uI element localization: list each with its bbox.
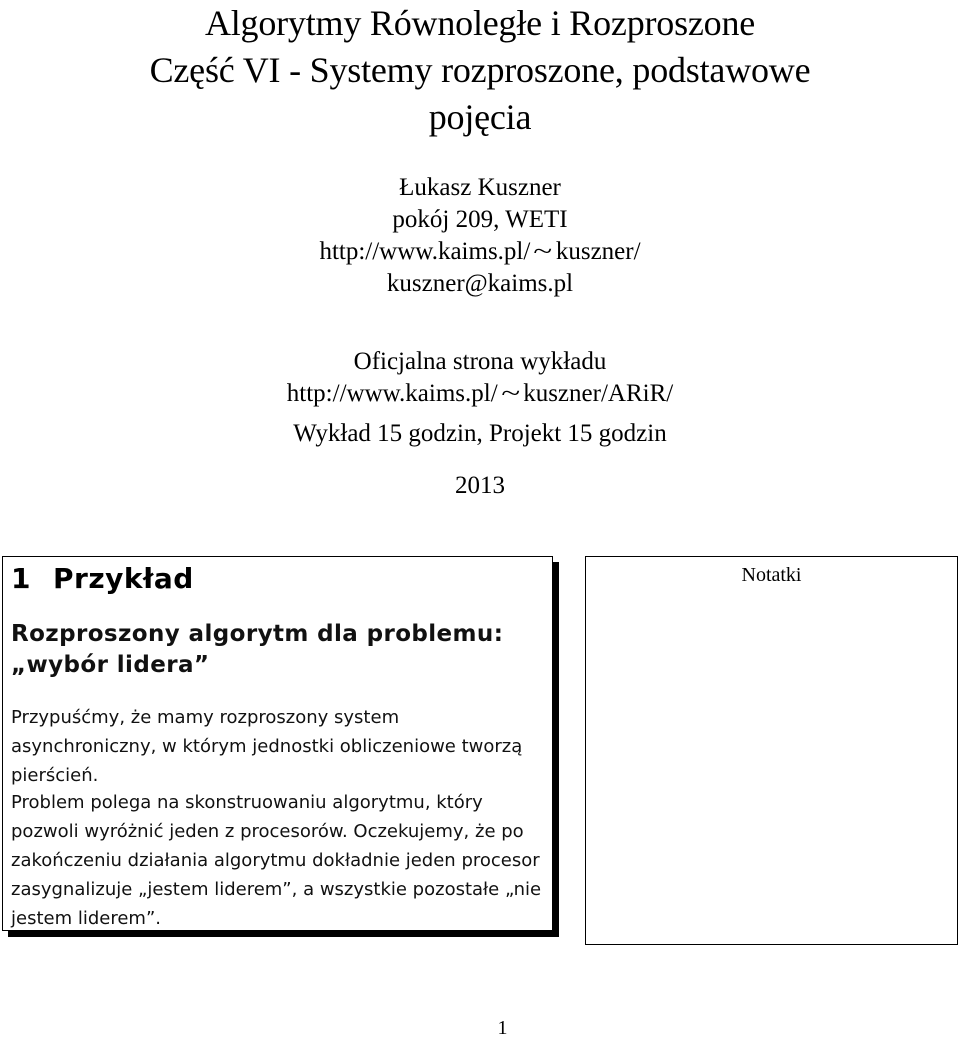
- subheading-line-2: „wybór lidera”: [11, 652, 210, 678]
- slide-subheading: [11, 619, 541, 681]
- author-name: Łukasz Kuszner: [399, 174, 561, 201]
- section-heading: [11, 557, 194, 601]
- page-number: 1: [497, 1017, 508, 1039]
- author-room: pokój 209, WETI: [392, 206, 568, 233]
- title-line-1: Algorytmy Równoległe i Rozproszone: [204, 3, 756, 43]
- title-line-2: Część VI - Systemy rozproszone, podstawowe: [149, 50, 811, 90]
- subheading-line-1: Rozproszony algorytm dla problemu:: [11, 621, 504, 647]
- tilde-icon: ~: [500, 380, 520, 407]
- slide-box: [2, 556, 553, 931]
- author-email[interactable]: kuszner@kaims.pl: [386, 270, 574, 297]
- course-url-prefix: http://www.kaims.pl/: [286, 380, 498, 407]
- course-url-suffix: kuszner/ARiR/: [523, 380, 674, 407]
- author-url-prefix: http://www.kaims.pl/: [319, 238, 531, 265]
- official-page-label: Oficjalna strona wykładu: [353, 348, 607, 375]
- author-url[interactable]: [0, 236, 960, 268]
- slide-paragraph-2: Problem polega na skonstruowaniu algorytmu, który pozwoli wyróżnić jeden z procesorów. Oczekujemy, że po zakończeniu działania algorytmu dokładnie jeden procesor zasygnalizuje „jestem liderem”, a wszystkie pozostałe „nie jestem liderem”.: [11, 792, 542, 929]
- title-line-3: pojęcia: [428, 97, 532, 137]
- tilde-icon: ~: [533, 238, 553, 265]
- author-url-suffix: kuszner/: [555, 238, 641, 265]
- course-url[interactable]: [0, 378, 960, 410]
- section-title: Przykład: [52, 562, 194, 595]
- notes-label: Notatki: [741, 564, 802, 586]
- notes-box[interactable]: [585, 556, 958, 945]
- course-hours: Wykład 15 godzin, Projekt 15 godzin: [293, 420, 667, 447]
- slide-paragraph-1: Przypuśćmy, że mamy rozproszony system asynchroniczny, w którym jednostki obliczeniowe tworzą pierścień.: [11, 707, 523, 786]
- section-number: 1: [11, 562, 31, 595]
- course-year: 2013: [455, 472, 505, 499]
